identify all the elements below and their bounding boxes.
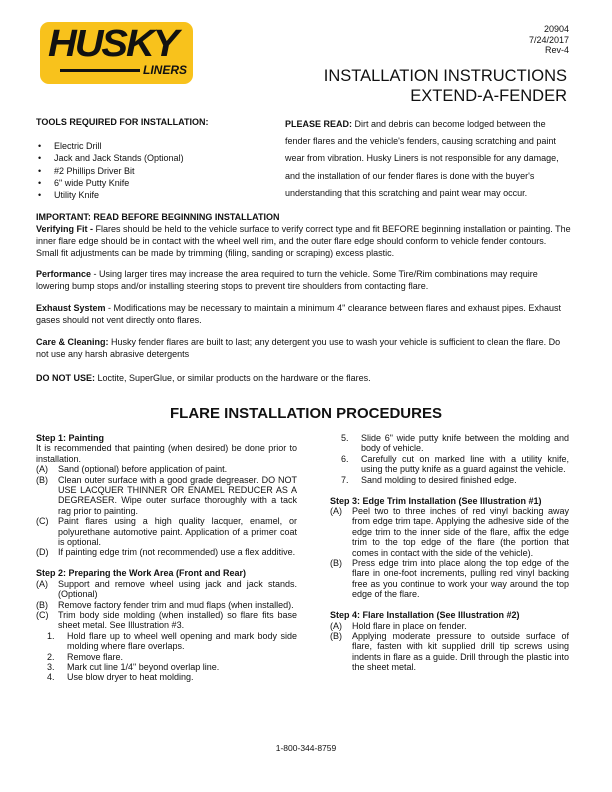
- care-text: Husky fender flares are built to last; any detergent you use to wash your vehicle is sufficient to clean the flare. Do not use any harsh abrasive detergents: [36, 337, 561, 359]
- item-text: Paint flares using a high quality lacquer, enamel, or polyurethane automotive paint. Application of a primer coat is optional.: [58, 516, 297, 548]
- step-item: [330, 558, 569, 600]
- important-section: [36, 211, 571, 259]
- spacer: [330, 485, 569, 496]
- tool-label: Electric Drill: [54, 141, 102, 151]
- step2-title: Step 2: Preparing the Work Area (Front and Rear): [36, 568, 247, 579]
- important-heading: IMPORTANT: READ BEFORE BEGINNING INSTALLATION: [36, 212, 280, 222]
- doc-date: 7/24/2017: [528, 34, 569, 45]
- item-marker: (B): [330, 557, 342, 568]
- performance-text: - Using larger tires may increase the area required to turn the vehicle. Some Tire/Rim combinations may require lowering bump stops and/or installing steering stops to prevent tire shoulders from contacting flare.: [36, 269, 538, 291]
- tool-item: [38, 165, 184, 177]
- step-item: [36, 475, 297, 517]
- item-text: Hold flare up to wheel well opening and mark body side molding where flare overlaps.: [67, 630, 297, 652]
- bullet-icon: •: [38, 177, 42, 188]
- tool-label: Utility Knife: [54, 190, 100, 201]
- item-text: Peel two to three inches of red vinyl backing away from edge trim tape. Applying the adhesive side of the edge trim to the inner side of the flare, affix the edge trim to the top edge of the flare (the portion that comes in contact with the side of the vehicle).: [352, 505, 569, 558]
- doc-revision: Rev-4: [544, 45, 569, 55]
- performance-label: Performance: [36, 269, 92, 279]
- do-not-use-paragraph: [36, 372, 571, 384]
- item-text: Carefully cut on marked line with a utility knife, using the putty knife as a guard against the vehicle.: [361, 453, 569, 475]
- item-text: Hold flare in place on fender.: [352, 620, 467, 631]
- item-text: Remove flare.: [67, 651, 124, 662]
- procedures-left-column: [36, 433, 297, 683]
- bullet-icon: •: [38, 190, 42, 201]
- please-read: [285, 116, 569, 202]
- tool-item: [38, 177, 184, 189]
- bullet-icon: •: [38, 153, 42, 164]
- item-marker: (C): [36, 516, 49, 527]
- item-marker: 7.: [341, 474, 349, 485]
- item-text: Applying moderate pressure to outside surface of flare, fasten with kit supplied drill tip screws using indents in flare as a guide. Drill through the plastic into the sheet metal.: [352, 630, 569, 673]
- care-paragraph: [36, 336, 571, 360]
- item-text: Clean outer surface with a good grade degreaser. DO NOT USE LACQUER THINNER OR ENAMEL REDUCER AS A DEGREASER. Wipe outer surface thoroughly with a tack rag prior to painting.: [58, 474, 297, 516]
- verifying-text: Flares should be held to the vehicle surface to verify correct type and fit BEFORE beginning installation or painting. The inner flare edge should be in contact with the wheel well rim, and the outer flare edge should conform to vehicle fender contours. Small fit adjustments can be made by trimming (filing, sanding or scraping) excess plastic.: [36, 224, 571, 258]
- sub-step-item: [330, 475, 569, 485]
- item-text: Slide 6" wide putty knife between the molding and body of vehicle.: [361, 433, 569, 454]
- bullet-icon: •: [38, 141, 42, 151]
- step-item: [330, 506, 569, 558]
- step-item: [36, 600, 297, 610]
- item-text: Support and remove wheel using jack and jack stands. (Optional): [58, 578, 297, 600]
- step1-intro: It is recommended that painting (when desired) be done prior to installation.: [36, 443, 297, 464]
- bullet-icon: •: [38, 165, 42, 176]
- step-item: [330, 621, 569, 631]
- item-marker: (A): [330, 620, 342, 631]
- item-marker: 4.: [47, 672, 55, 683]
- sub-step-item: [330, 454, 569, 475]
- procedures-right-column: [330, 433, 569, 673]
- footer-phone: 1-800-344-8759: [275, 743, 337, 753]
- item-marker: (B): [36, 474, 48, 485]
- step-item: [36, 547, 297, 557]
- item-text: Use blow dryer to heat molding.: [67, 672, 194, 683]
- spacer: [36, 558, 297, 569]
- step-item: [36, 610, 297, 631]
- item-marker: (A): [36, 464, 48, 475]
- page-title: [324, 67, 567, 106]
- sub-step-item: [36, 652, 297, 662]
- exhaust-paragraph: [36, 302, 571, 326]
- sub-step-item: [36, 672, 297, 682]
- do-not-use-text: Loctite, SuperGlue, or similar products on the hardware or the flares.: [95, 373, 371, 383]
- item-marker: (D): [36, 547, 49, 558]
- care-label: Care & Cleaning:: [36, 337, 109, 347]
- item-text: Press edge trim into place along the top edge of the flare in one-foot increments, pulling red vinyl backing free as you continue to work your way around the top edge of the flare.: [352, 557, 569, 600]
- sub-step-item: [36, 662, 297, 672]
- performance-paragraph: [36, 268, 571, 292]
- tool-item: [38, 152, 184, 164]
- husky-liners-logo: [40, 22, 193, 84]
- document-meta: [529, 24, 569, 56]
- item-marker: (C): [36, 610, 49, 620]
- doc-number: 20904: [543, 24, 569, 34]
- item-marker: 3.: [47, 662, 55, 673]
- item-marker: (A): [330, 505, 342, 516]
- logo-brand: HUSKY: [48, 23, 178, 65]
- item-text: Trim body side molding (when installed) so flare fits base sheet metal. See Illustration #3.: [58, 610, 297, 631]
- step-item: [36, 579, 297, 600]
- step4-title: Step 4: Flare Installation (See Illustration #2): [330, 610, 520, 621]
- sub-step-item: [36, 631, 297, 652]
- please-read-label: PLEASE READ:: [285, 119, 353, 129]
- logo-rule: [60, 69, 140, 72]
- item-marker: 6.: [341, 453, 349, 464]
- step1-title: Step 1: Painting: [36, 433, 105, 443]
- verifying-label: Verifying Fit -: [36, 224, 94, 234]
- tool-item: [38, 189, 184, 201]
- item-text: Sand (optional) before application of paint.: [58, 464, 228, 475]
- logo-sub: LINERS: [143, 63, 188, 77]
- do-not-use-label: DO NOT USE:: [36, 373, 96, 383]
- exhaust-label: Exhaust System: [36, 303, 106, 313]
- step-item: [36, 516, 297, 547]
- item-marker: 1.: [47, 630, 55, 641]
- step-item: [36, 464, 297, 474]
- tool-label: Jack and Jack Stands (Optional): [54, 153, 184, 164]
- tools-heading: TOOLS REQUIRED FOR INSTALLATION:: [36, 117, 209, 127]
- item-text: Remove factory fender trim and mud flaps (when installed).: [58, 599, 294, 610]
- exhaust-text: - Modifications may be necessary to maintain a minimum 4" clearance between flares and exhaust pipes. Exhaust gases should not vent directly onto flares.: [36, 303, 561, 325]
- tool-label: #2 Phillips Driver Bit: [54, 165, 135, 176]
- tools-list: [38, 140, 184, 201]
- spacer: [330, 600, 569, 611]
- item-marker: 5.: [341, 433, 349, 443]
- procedures-heading: FLARE INSTALLATION PROCEDURES: [170, 405, 442, 422]
- item-marker: (B): [36, 599, 48, 610]
- tool-label: 6" wide Putty Knife: [54, 177, 130, 188]
- step3-title: Step 3: Edge Trim Installation (See Illustration #1): [330, 495, 542, 506]
- item-marker: (A): [36, 578, 48, 589]
- item-text: Mark cut line 1/4" beyond overlap line.: [67, 662, 220, 673]
- tool-item: [38, 140, 184, 152]
- item-marker: (B): [330, 630, 342, 641]
- item-text: If painting edge trim (not recommended) use a flex additive.: [58, 547, 296, 558]
- please-read-text: Dirt and debris can become lodged between the fender flares and the vehicle's fenders, causing scratching and paint wear from vibration. Husky Liners is not responsible for any damage, and the installation of our fender flares is done with the buyer's understanding that this scratching and paint wear may occur.: [285, 119, 559, 198]
- title-line2: EXTEND-A-FENDER: [410, 86, 567, 105]
- title-line1: INSTALLATION INSTRUCTIONS: [323, 67, 567, 85]
- step-item: [330, 631, 569, 673]
- sub-step-item: [330, 433, 569, 454]
- item-text: Sand molding to desired finished edge.: [361, 474, 517, 485]
- item-marker: 2.: [47, 651, 55, 662]
